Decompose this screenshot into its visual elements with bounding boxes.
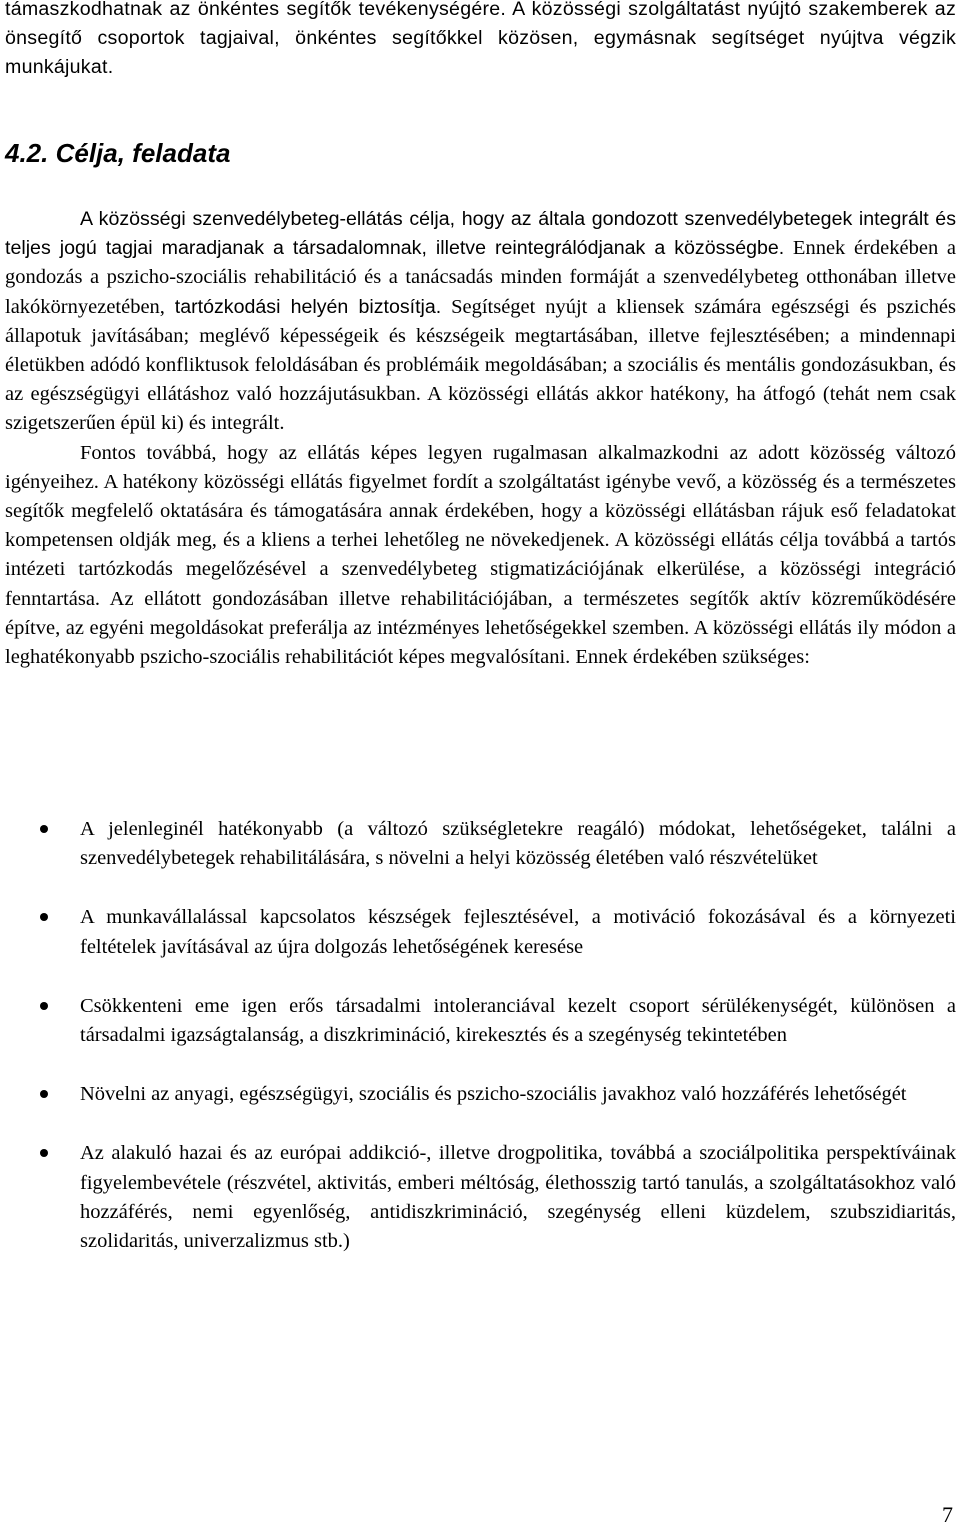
list-item-text: Növelni az anyagi, egészségügyi, szociális és pszicho-szociális javakhoz való hozzáférés lehetőségét: [80, 1083, 907, 1106]
bullet-icon: [40, 1002, 48, 1010]
intro-paragraph: támaszkodhatnak az önkéntes segítők tevékenységére. A közösségi szolgáltatást nyújtó szakemberek az önsegítő csoportok tagjaival, önkéntes segítőkkel közösen, egymásnak segítséget nyújtva végzik munkájukat.: [5, 0, 956, 79]
requirements-list: [0, 815, 960, 1286]
bullet-icon: [40, 913, 48, 921]
list-item-text: A jelenleginél hatékonyabb (a változó szükségletekre reagáló) módokat, lehetőségeket, találni a szenvedélybetegek rehabilitálására, s növelni a helyi közösség életében való részvételüket: [80, 818, 956, 870]
bullet-icon: [40, 825, 48, 833]
paragraph-goal: [5, 205, 956, 439]
paragraph-goal-sentence-4: Segítséget nyújt a kliensek számára egészségi és pszichés állapotuk javításában; meglévő képességeik és készségeik megtartásában, illetve fejlesztésében; a mindennapi életükben adódó konfliktusok feloldásában és problémáik megoldásában; a szociális és mentális gondozásukban, és az egészségügyi ellátáshoz való hozzájutásukban.: [5, 295, 956, 406]
section-heading: 4.2. Célja, feladata: [5, 138, 231, 168]
list-item: [0, 1080, 956, 1109]
bullet-icon: [40, 1149, 48, 1157]
section-body: [5, 205, 956, 672]
list-item: [0, 903, 956, 961]
list-item-text: A munkavállalással kapcsolatos készségek fejlesztésével, a motiváció fokozásával és a környezeti feltételek javításával az újra dolgozás lehetőségének keresése: [80, 906, 956, 958]
list-item-text: Az alakuló hazai és az európai addikció-, illetve drogpolitika, továbbá a szociálpolitika perspektíváinak figyelembevétele (részvétel, aktivitás, emberi méltóság, élethosszig tartó tanulás, a szolgáltatásokhoz való hozzáférés, nemi egyenlőség, antidiszkrimináció, szegénység elleni küzdelem, szubszidiaritás, szolidaritás, univerzalizmus stb.): [80, 1142, 956, 1253]
paragraph-goal-sentence-3: tartózkodási helyén biztosítja.: [174, 295, 442, 318]
list-item: [0, 815, 956, 873]
list-item: [0, 992, 956, 1050]
paragraph-goal-sentence-1: A közösségi szenvedélybeteg-ellátás célja, hogy az általa gondozott szenvedélybetegek integrált és teljes jogú tagjai maradjanak a társadalomnak, illetve reintegrálódjanak a közösségbe.: [5, 208, 956, 260]
list-item-text: Csökkenteni eme igen erős társadalmi intoleranciával kezelt csoport sérülékenységét, különösen a társadalmi igazságtalanság, a diszkrimináció, kirekesztés és a szegénység tekintetében: [80, 994, 956, 1047]
bullet-icon: [40, 1090, 48, 1098]
page-number: 7: [942, 1502, 953, 1527]
paragraph-goal-sentence-5: A közösségi ellátás akkor hatékony, ha átfogó (tehát nem csak szigetszerűen épül ki) és integrált.: [5, 383, 956, 435]
paragraph-flexibility: Fontos továbbá, hogy az ellátás képes legyen rugalmasan alkalmazkodni az adott közösség változó igényeihez. A hatékony közösségi ellátás figyelmet fordít a szolgáltatást igénybe vevő, a közösség és a természetes segítők megfelelő oktatására és támogatására annak érdekében, hogy a közösségi ellátásban rájuk eső feladatokat kompetensen oldják meg, és a kliens a terhei lehetőleg ne növekedjenek. A közösségi ellátás célja továbbá a tartós intézeti tartózkodás megelőzésével a szenvedélybeteg stigmatizációjának elkerülése, a közösségi integráció fenntartása. Az ellátott gondozásában illetve rehabilitációjában, a természetes segítők aktív közreműködésére építve, az egyéni megoldásokat preferálja az intézményes lehetőségekkel szemben. A közösségi ellátás ily módon a leghatékonyabb pszicho-szociális rehabilitációt képes megvalósítani. Ennek érdekében szükséges:: [5, 441, 956, 669]
list-item: [0, 1139, 956, 1256]
paragraph-goal-sentence-2: Ennek érdekében a gondozás a pszicho-szociális rehabilitáció és a tanácsadás minden formáját a szenvedélybeteg otthonában illetve lakókörnyezetében,: [5, 237, 957, 318]
